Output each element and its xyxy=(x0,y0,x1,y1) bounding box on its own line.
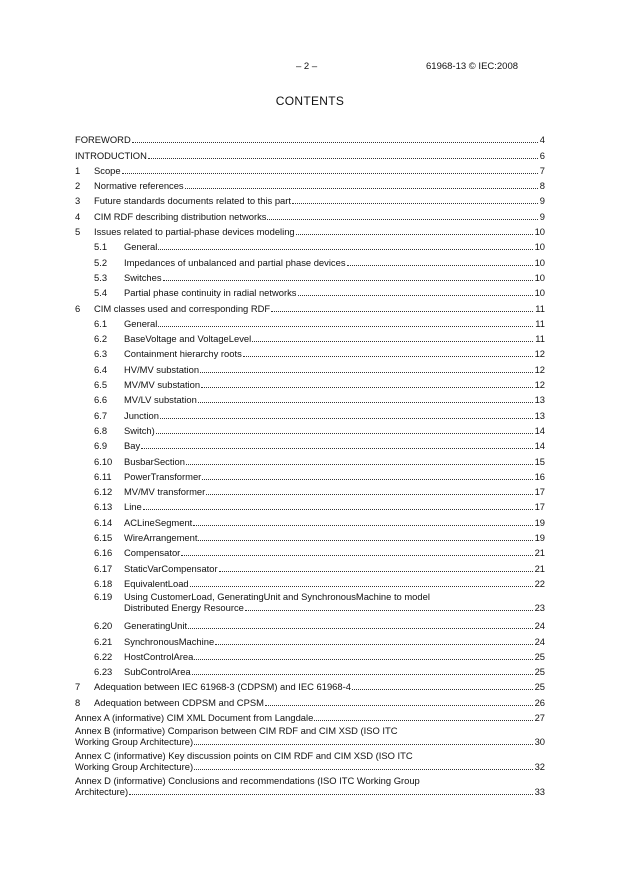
toc-entry-number: 6.2 xyxy=(94,333,108,345)
toc-entry-page: 21 xyxy=(534,562,545,574)
dot-leader xyxy=(160,418,533,419)
toc-entry[interactable] xyxy=(75,191,545,206)
toc-entry-number: 2 xyxy=(75,180,81,192)
toc-entry-title: Normative references xyxy=(94,180,184,192)
toc-entry[interactable] xyxy=(75,558,545,573)
dot-leader xyxy=(194,659,532,660)
toc-entry-title-continued: Architecture) xyxy=(75,785,129,797)
dot-leader xyxy=(192,674,533,675)
dot-leader xyxy=(129,794,532,795)
dot-leader xyxy=(186,464,533,465)
toc-entry-number: 6.3 xyxy=(94,348,108,360)
toc-entry[interactable] xyxy=(75,268,545,283)
toc-entry[interactable] xyxy=(75,467,545,482)
toc-entry[interactable] xyxy=(75,775,545,797)
dot-leader xyxy=(347,265,533,266)
toc-entry-title: HostControlArea xyxy=(124,650,194,662)
toc-entry-title: MV/MV transformer xyxy=(124,486,206,498)
toc-entry[interactable] xyxy=(75,390,545,405)
toc-entry-title-continued: Working Group Architecture) xyxy=(75,760,194,772)
toc-entry-page: 17 xyxy=(534,486,545,498)
toc-entry-title: HV/MV substation xyxy=(124,363,200,375)
dot-leader xyxy=(267,219,537,220)
dot-leader xyxy=(219,571,533,572)
toc-entry[interactable] xyxy=(75,222,545,237)
toc-entry[interactable] xyxy=(75,252,545,267)
toc-entry-number: 6.8 xyxy=(94,424,108,436)
toc-entry-page: 9 xyxy=(539,210,545,222)
toc-entry-number: 6.18 xyxy=(94,577,113,589)
toc-entry-title: CIM classes used and corresponding RDF xyxy=(94,302,271,314)
toc-entry[interactable] xyxy=(75,405,545,420)
toc-entry-title: Annex C (informative) Key discussion points on CIM RDF and CIM XSD (ISO ITC xyxy=(75,749,413,761)
toc-entry[interactable] xyxy=(75,662,545,677)
toc-entry-page: 27 xyxy=(534,711,545,723)
toc-entry[interactable] xyxy=(75,497,545,512)
dot-leader xyxy=(206,494,532,495)
dot-leader xyxy=(194,744,532,745)
dot-leader xyxy=(143,509,533,510)
toc-entry[interactable] xyxy=(75,692,545,707)
toc-entry-number: 6.23 xyxy=(94,666,113,678)
dot-leader xyxy=(163,280,533,281)
toc-entry-title: General xyxy=(124,241,158,253)
toc-entry-number: 5.2 xyxy=(94,256,108,268)
toc-entry[interactable] xyxy=(75,616,545,631)
toc-entry-page: 11 xyxy=(535,317,545,329)
toc-entry-number: 6.17 xyxy=(94,562,113,574)
toc-entry-title: SynchronousMachine xyxy=(124,635,215,647)
dot-leader xyxy=(215,644,532,645)
toc-entry-page: 16 xyxy=(534,470,545,482)
toc-entry-page: 7 xyxy=(539,164,545,176)
toc-entry-page: 17 xyxy=(534,501,545,513)
dot-leader xyxy=(243,356,533,357)
toc-entry-title: General xyxy=(124,317,158,329)
standard-reference: 61968-13 © IEC:2008 xyxy=(426,61,519,72)
toc-entry-number: 6.21 xyxy=(94,635,113,647)
toc-entry[interactable] xyxy=(75,451,545,466)
toc-entry[interactable] xyxy=(75,314,545,329)
toc-entry-number: 5.3 xyxy=(94,271,108,283)
toc-entry-page: 25 xyxy=(534,666,545,678)
toc-entry-title: EquivalentLoad xyxy=(124,577,189,589)
toc-entry[interactable] xyxy=(75,708,545,723)
dot-leader xyxy=(314,720,532,721)
toc-entry-number: 6.13 xyxy=(94,501,113,513)
dot-leader xyxy=(198,402,533,403)
toc-entry-number: 6.5 xyxy=(94,379,108,391)
toc-entry-title: Annex A (informative) CIM XML Document from Langdale xyxy=(75,711,314,723)
toc-entry-number: 6.16 xyxy=(94,547,113,559)
toc-entry-title: Adequation between IEC 61968-3 (CDPSM) and IEC 61968-4 xyxy=(94,681,351,693)
toc-entry-number: 6.20 xyxy=(94,620,113,632)
toc-entry-title: GeneratingUnit xyxy=(124,620,188,632)
toc-entry-title: Using CustomerLoad, GeneratingUnit and SynchronousMachine to model xyxy=(124,590,430,602)
toc-entry-page: 11 xyxy=(535,302,545,314)
toc-entry-title: PowerTransformer xyxy=(124,470,202,482)
toc-entry[interactable] xyxy=(75,130,545,145)
toc-entry-page: 12 xyxy=(534,379,545,391)
dot-leader xyxy=(141,448,532,449)
toc-entry-page: 13 xyxy=(534,394,545,406)
toc-entry-number: 5.4 xyxy=(94,287,108,299)
toc-entry-title: Switch) xyxy=(124,424,155,436)
dot-leader xyxy=(158,249,532,250)
toc-entry[interactable] xyxy=(75,421,545,436)
toc-entry-title: SubControlArea xyxy=(124,666,191,678)
toc-entry-title: BaseVoltage and VoltageLevel xyxy=(124,333,252,345)
toc-entry[interactable] xyxy=(75,482,545,497)
toc-entry-number: 6.4 xyxy=(94,363,108,375)
toc-entry-title: Issues related to partial-phase devices modeling xyxy=(94,226,295,238)
dot-leader xyxy=(298,295,533,296)
toc-entry-title: ACLineSegment xyxy=(124,516,193,528)
toc-entry[interactable] xyxy=(75,512,545,527)
toc-entry-page: 12 xyxy=(534,363,545,375)
toc-entry[interactable] xyxy=(75,725,545,747)
toc-entry-page: 14 xyxy=(534,424,545,436)
toc-entry-title: Compensator xyxy=(124,547,181,559)
toc-entry-number: 6.11 xyxy=(94,470,112,482)
toc-entry-number: 6.6 xyxy=(94,394,108,406)
toc-entry-page: 24 xyxy=(534,620,545,632)
toc-entry-title-continued: Distributed Energy Resource xyxy=(124,601,244,613)
dot-leader xyxy=(158,326,533,327)
toc-entry-page: 25 xyxy=(534,681,545,693)
toc-entry[interactable] xyxy=(75,528,545,543)
toc-entry-number: 1 xyxy=(75,164,81,176)
toc-entry-number: 4 xyxy=(75,210,81,222)
toc-entry-number: 7 xyxy=(75,681,81,693)
page-number: – 2 – xyxy=(296,61,318,72)
toc-entry-page: 15 xyxy=(534,455,545,467)
toc-entry-page: 21 xyxy=(534,547,545,559)
toc-entry-title: INTRODUCTION xyxy=(75,149,147,161)
toc-entry-number: 6 xyxy=(75,302,81,314)
toc-entry[interactable] xyxy=(75,206,545,221)
toc-entry[interactable] xyxy=(75,344,545,359)
toc-entry-title: Adequation between CDPSM and CPSM xyxy=(94,696,264,708)
dot-leader xyxy=(181,555,532,556)
toc-entry-title: MV/LV substation xyxy=(124,394,197,406)
toc-entry-title-continued: Working Group Architecture) xyxy=(75,735,194,747)
toc-entry[interactable] xyxy=(75,145,545,160)
toc-entry[interactable] xyxy=(75,631,545,646)
toc-entry-page: 23 xyxy=(534,601,545,613)
toc-entry-page: 25 xyxy=(534,650,545,662)
toc-entry-page: 32 xyxy=(534,760,545,772)
toc-entry-title: StaticVarCompensator xyxy=(124,562,218,574)
toc-entry-number: 8 xyxy=(75,696,81,708)
toc-entry[interactable] xyxy=(75,750,545,772)
toc-entry[interactable] xyxy=(75,283,545,298)
dot-leader xyxy=(352,689,533,690)
toc-entry-page: 9 xyxy=(539,195,545,207)
dot-leader xyxy=(193,525,532,526)
toc-entry-title: FOREWORD xyxy=(75,134,131,146)
dot-leader xyxy=(265,705,533,706)
toc-entry-title: Future standards documents related to this part xyxy=(94,195,291,207)
toc-entry-page: 19 xyxy=(534,516,545,528)
toc-entry[interactable] xyxy=(75,237,545,252)
toc-entry-number: 6.1 xyxy=(94,317,108,329)
toc-entry[interactable] xyxy=(75,677,545,692)
toc-entry-page: 13 xyxy=(534,409,545,421)
toc-entry-page: 10 xyxy=(534,241,545,253)
dot-leader xyxy=(201,387,532,388)
toc-entry-page: 12 xyxy=(534,348,545,360)
dot-leader xyxy=(194,769,532,770)
toc-entry-number: 5.1 xyxy=(94,241,108,253)
toc-entry-page: 10 xyxy=(534,287,545,299)
toc-entry[interactable] xyxy=(75,543,545,558)
toc-entry-title: Annex D (informative) Conclusions and recommendations (ISO ITC Working Group xyxy=(75,774,420,786)
toc-entry[interactable] xyxy=(75,591,545,613)
toc-entry-page: 10 xyxy=(534,271,545,283)
dot-leader xyxy=(200,372,533,373)
dot-leader xyxy=(190,586,533,587)
toc-entry-title: WireArrangement xyxy=(124,532,198,544)
page-title: CONTENTS xyxy=(275,94,345,108)
toc-entry-number: 6.19 xyxy=(94,590,113,602)
toc-entry-title: BusbarSection xyxy=(124,455,185,467)
toc-entry-number: 6.14 xyxy=(94,516,113,528)
dot-leader xyxy=(188,628,533,629)
toc-entry-page: 10 xyxy=(534,256,545,268)
toc-entry-page: 26 xyxy=(534,696,545,708)
dot-leader xyxy=(296,234,533,235)
toc-entry-page: 22 xyxy=(534,577,545,589)
toc-entry[interactable] xyxy=(75,647,545,662)
dot-leader xyxy=(245,610,533,611)
toc-entry-title: Bay xyxy=(124,440,141,452)
toc-entry-page: 10 xyxy=(534,226,545,238)
toc-entry-number: 6.9 xyxy=(94,440,108,452)
dot-leader xyxy=(198,540,532,541)
toc-entry-page: 8 xyxy=(539,180,545,192)
toc-entry[interactable] xyxy=(75,574,545,589)
toc-entry-number: 6.22 xyxy=(94,650,113,662)
toc-entry-number: 6.10 xyxy=(94,455,113,467)
dot-leader xyxy=(185,188,538,189)
toc-entry-page: 11 xyxy=(535,333,545,345)
dot-leader xyxy=(292,203,538,204)
dot-leader xyxy=(252,341,533,342)
toc-entry-title: Containment hierarchy roots xyxy=(124,348,242,360)
toc-entry[interactable] xyxy=(75,359,545,374)
toc-entry-title: Impedances of unbalanced and partial phase devices xyxy=(124,256,346,268)
toc-entry-page: 30 xyxy=(534,735,545,747)
toc-entry-title: Junction xyxy=(124,409,159,421)
toc-entry-number: 6.12 xyxy=(94,486,113,498)
toc-entry-number: 3 xyxy=(75,195,81,207)
dot-leader xyxy=(132,142,538,143)
toc-entry-title: CIM RDF describing distribution networks xyxy=(94,210,267,222)
toc-entry-page: 19 xyxy=(534,532,545,544)
dot-leader xyxy=(122,173,538,174)
toc-entry[interactable] xyxy=(75,161,545,176)
dot-leader xyxy=(148,158,538,159)
toc-entry-page: 33 xyxy=(534,785,545,797)
toc-entry-title: Partial phase continuity in radial networks xyxy=(124,287,297,299)
toc-entry[interactable] xyxy=(75,176,545,191)
dot-leader xyxy=(156,433,533,434)
toc-entry[interactable] xyxy=(75,298,545,313)
toc-entry-page: 6 xyxy=(539,149,545,161)
dot-leader xyxy=(271,311,533,312)
toc-entry-page: 14 xyxy=(534,440,545,452)
toc-entry-title: Line xyxy=(124,501,142,513)
toc-entry[interactable] xyxy=(75,436,545,451)
toc-entry-title: Annex B (informative) Comparison between CIM RDF and CIM XSD (ISO ITC xyxy=(75,724,398,736)
toc-entry[interactable] xyxy=(75,375,545,390)
toc-entry-title: Switches xyxy=(124,271,162,283)
dot-leader xyxy=(202,479,532,480)
toc-entry-number: 5 xyxy=(75,226,81,238)
toc-entry-number: 6.15 xyxy=(94,532,113,544)
toc-entry[interactable] xyxy=(75,329,545,344)
toc-entry-number: 6.7 xyxy=(94,409,108,421)
table-of-contents xyxy=(75,130,545,800)
toc-entry-page: 24 xyxy=(534,635,545,647)
toc-entry-title: Scope xyxy=(94,164,121,176)
toc-entry-title: MV/MV substation xyxy=(124,379,201,391)
toc-entry-page: 4 xyxy=(539,134,545,146)
